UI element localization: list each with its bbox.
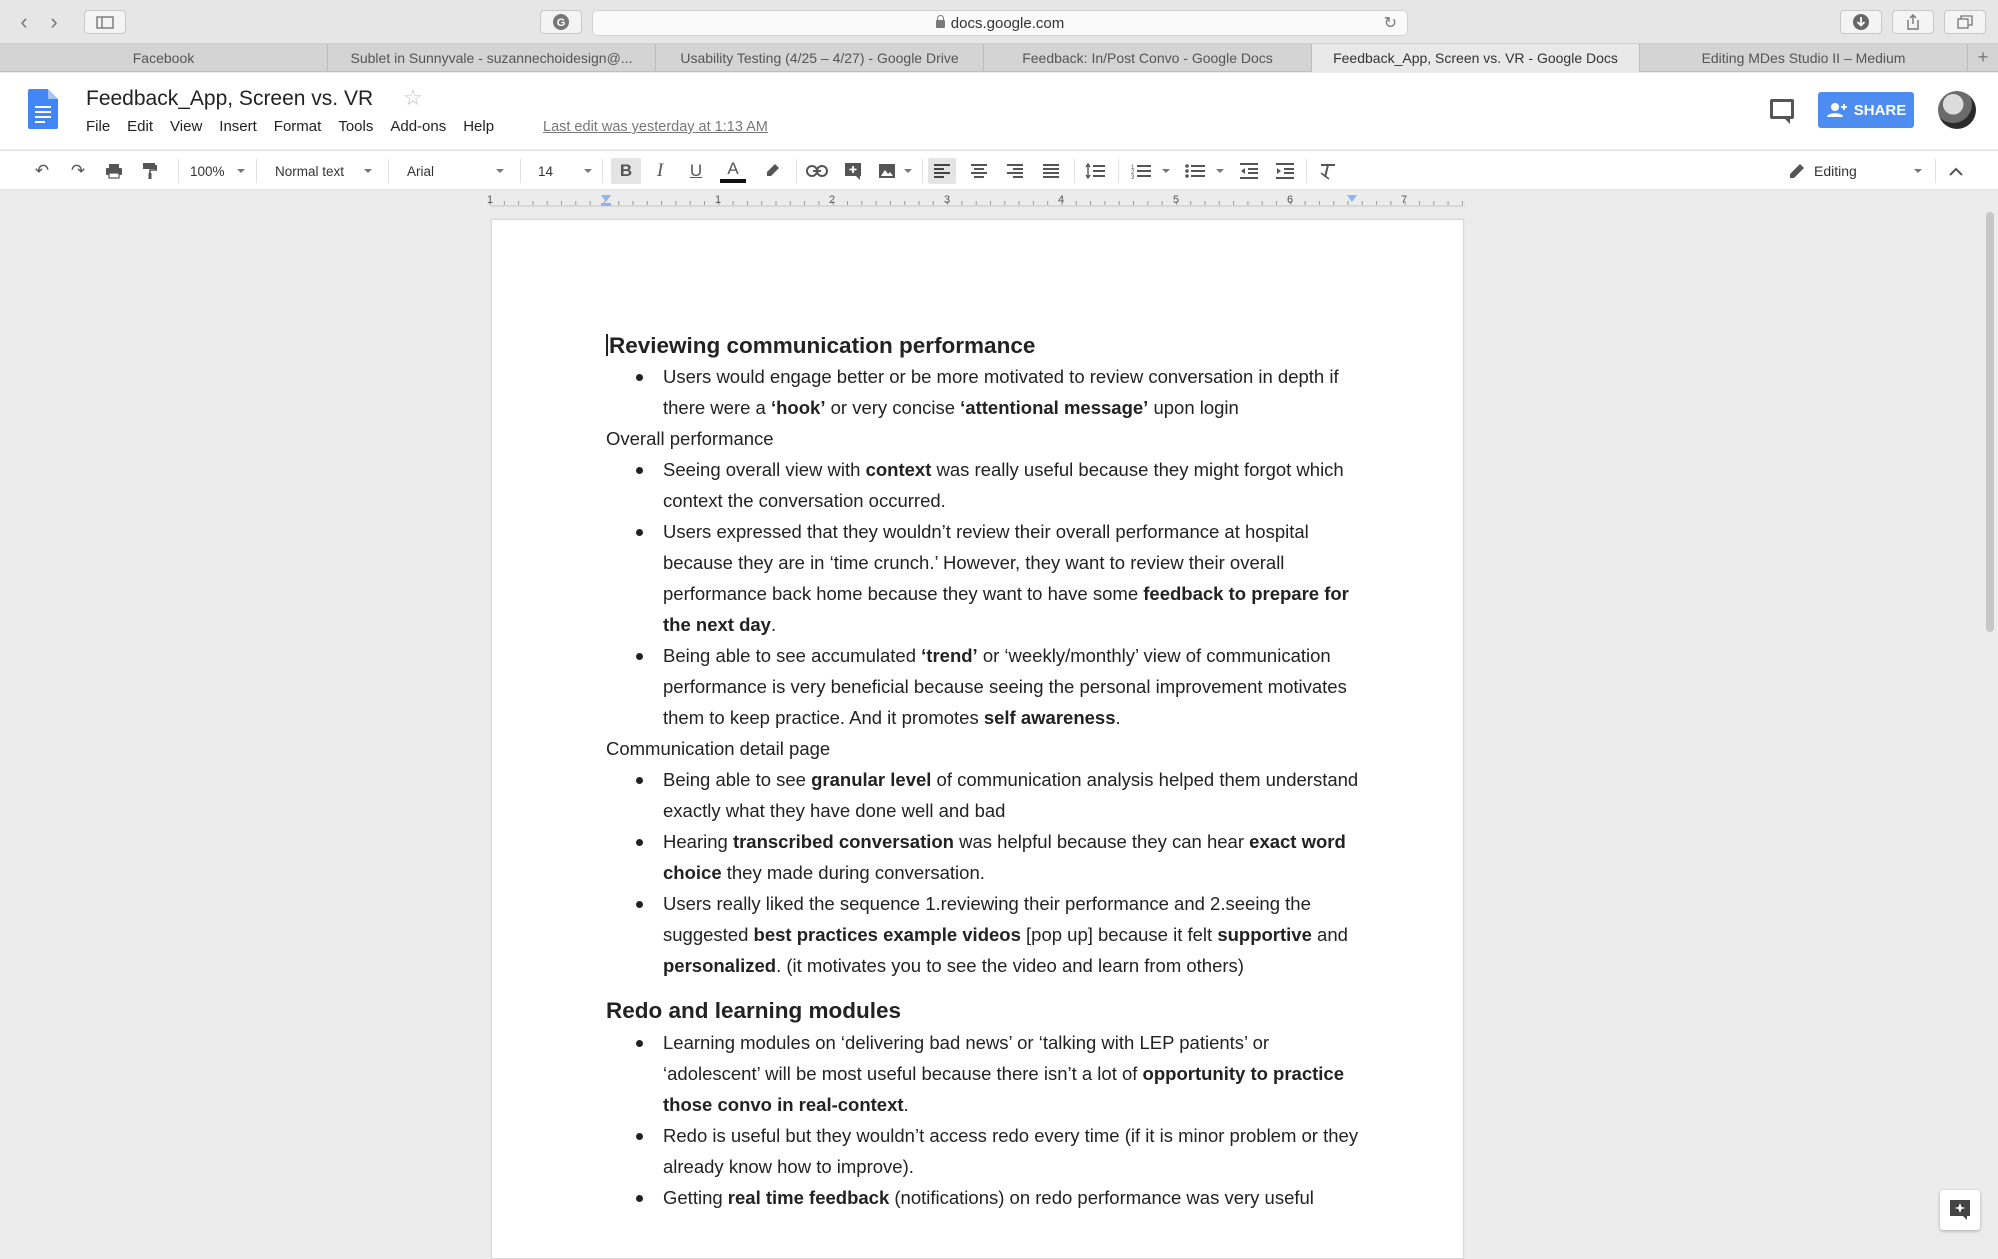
toolbar-divider [256, 159, 257, 183]
chevron-down-icon [237, 169, 245, 173]
section-heading: Reviewing communication performance [606, 330, 1366, 362]
bold-button[interactable]: B [611, 158, 641, 184]
redo-icon[interactable]: ↷ [70, 161, 86, 180]
downloads-icon[interactable] [1840, 10, 1882, 34]
zoom-select[interactable]: 100% [190, 163, 225, 179]
font-select[interactable]: Arial [407, 163, 435, 179]
document-title[interactable]: Feedback_App, Screen vs. VR [86, 87, 374, 110]
menu-help[interactable]: Help [463, 118, 495, 135]
toolbar-divider [602, 159, 603, 183]
font-size-select[interactable]: 14 [538, 163, 554, 179]
ruler[interactable] [486, 193, 1465, 207]
menu-edit[interactable]: Edit [127, 118, 154, 135]
new-tab-button[interactable]: + [1977, 47, 1989, 67]
first-line-indent-marker[interactable] [601, 203, 611, 206]
decrease-indent-icon[interactable] [1238, 158, 1260, 184]
menu-file[interactable]: File [86, 118, 111, 135]
left-indent-marker[interactable] [601, 195, 611, 202]
list-item: Getting real time feedback (notifications) on redo performance was very useful [606, 1182, 1366, 1213]
section-heading: Redo and learning modules [606, 998, 902, 1023]
numbered-list-icon[interactable] [1130, 158, 1152, 184]
explore-icon [1949, 1199, 1971, 1221]
share-label: SHARE [1853, 101, 1907, 119]
browser-toolbar [0, 0, 1998, 44]
align-right-icon[interactable] [1002, 158, 1028, 184]
list-item: Being able to see granular level of communication analysis helped them understand exactly what they have done well and bad [606, 764, 1366, 826]
bullet-list [606, 361, 1366, 423]
browser-tab-strip [0, 44, 1998, 72]
share-button[interactable] [1818, 92, 1914, 128]
tab-medium[interactable]: Editing MDes Studio II – Medium [1640, 44, 1968, 72]
tab-feedback-convo[interactable]: Feedback: In/Post Convo - Google Docs [984, 44, 1312, 72]
lock-icon [936, 20, 945, 28]
list-item: Users expressed that they wouldn’t review their overall performance at hospital because they are in ‘time crunch.’ However, they want to review their overall performance back home because they want to have some feedback to prepare for the next day. [606, 516, 1366, 640]
chevron-down-icon [1216, 169, 1224, 173]
increase-indent-icon[interactable] [1274, 158, 1296, 184]
ruler-number: 6 [1286, 194, 1294, 206]
paint-format-icon[interactable] [138, 158, 162, 184]
insert-image-icon[interactable] [876, 158, 898, 184]
ruler-ticks [490, 201, 1465, 206]
svg-text:G: G [556, 17, 566, 29]
tab-usability-testing[interactable]: Usability Testing (4/25 – 4/27) - Google Drive [656, 44, 984, 72]
pencil-icon [1786, 158, 1808, 184]
tab-feedback-app[interactable]: Feedback_App, Screen vs. VR - Google Docs [1312, 44, 1640, 72]
google-docs-logo-icon[interactable] [28, 89, 58, 129]
document-page[interactable] [491, 219, 1464, 1259]
list-item: Learning modules on ‘delivering bad news’ or ‘talking with LEP patients’ or ‘adolescent’ will be most useful because there isn’t a lot of opportunity to practice those convo in real-context. [606, 1027, 1366, 1120]
paragraph-style-select[interactable]: Normal text [275, 163, 345, 179]
comments-icon[interactable] [1770, 99, 1794, 119]
chevron-down-icon [904, 169, 912, 173]
ruler-number: 7 [1400, 194, 1408, 206]
highlight-icon[interactable] [760, 158, 784, 184]
ruler-number: 4 [1057, 194, 1065, 206]
svg-text:3: 3 [1131, 175, 1135, 181]
menu-add-ons[interactable]: Add-ons [390, 118, 447, 135]
toolbar-divider [1074, 159, 1075, 183]
clear-formatting-icon[interactable] [1316, 158, 1340, 184]
list-item: Hearing transcribed conversation was helpful because they can hear exact word choice they made during conversation. [606, 826, 1366, 888]
bullet-list [606, 454, 1366, 733]
chevron-down-icon [496, 169, 504, 173]
formatting-toolbar [0, 150, 1998, 190]
tab-overview-icon[interactable] [1944, 10, 1986, 34]
add-comment-icon[interactable] [842, 158, 864, 184]
sidebar-toggle-icon[interactable] [84, 10, 126, 34]
print-icon[interactable] [102, 158, 126, 184]
avatar[interactable] [1938, 91, 1976, 129]
subsection-label: Communication detail page [606, 738, 831, 759]
chevron-down-icon [364, 169, 372, 173]
last-edit-link[interactable]: Last edit was yesterday at 1:13 AM [543, 119, 768, 135]
bulleted-list-icon[interactable] [1184, 158, 1206, 184]
ruler-number: 1 [486, 194, 494, 206]
explore-button[interactable] [1940, 1190, 1980, 1230]
menu-format[interactable]: Format [273, 118, 322, 135]
toolbar-divider [178, 159, 179, 183]
menu-insert[interactable]: Insert [219, 118, 257, 135]
align-center-icon[interactable] [966, 158, 992, 184]
forward-icon[interactable]: › [50, 9, 58, 34]
bullet-list [606, 1027, 1366, 1213]
svg-text:1: 1 [1131, 165, 1135, 171]
menu-tools[interactable]: Tools [338, 118, 374, 135]
text-cursor [606, 334, 608, 356]
toolbar-divider [388, 159, 389, 183]
bullet-list [606, 764, 1366, 981]
tab-facebook[interactable]: Facebook [0, 44, 328, 72]
reload-icon[interactable]: ↻ [1383, 15, 1397, 32]
subsection-label: Overall performance [606, 428, 774, 449]
url-text: docs.google.com [950, 14, 1065, 32]
chevron-down-icon [584, 169, 592, 173]
toolbar-divider [1935, 159, 1936, 183]
toolbar-divider [922, 159, 923, 183]
collapse-menus-icon[interactable] [1944, 158, 1968, 184]
document-body[interactable] [606, 330, 1366, 1213]
undo-icon[interactable]: ↶ [34, 161, 50, 180]
italic-button[interactable]: I [656, 160, 664, 181]
vertical-scrollbar[interactable] [1986, 212, 1994, 632]
editing-mode-select[interactable]: Editing [1814, 163, 1857, 179]
toolbar-divider [1306, 159, 1307, 183]
list-item: Seeing overall view with context was really useful because they might forgot which context the conversation occurred. [606, 454, 1366, 516]
list-item: Redo is useful but they wouldn’t access redo every time (if it is minor problem or they already know how to improve). [606, 1120, 1366, 1182]
right-indent-marker[interactable] [1347, 195, 1357, 202]
menu-bar [86, 118, 511, 135]
address-bar[interactable] [592, 10, 1408, 36]
ruler-number: 3 [943, 194, 951, 206]
docs-header [0, 73, 1998, 149]
list-item: Being able to see accumulated ‘trend’ or ‘weekly/monthly’ view of communication performance is very beneficial because seeing the personal improvement motivates them to keep practice. And it promotes self awareness. [606, 640, 1366, 733]
toolbar-divider [796, 159, 797, 183]
list-item: Users really liked the sequence 1.reviewing their performance and 2.seeing the suggested best practices example videos [pop up] because it felt supportive and personalized. (it motivates you to see the video and learn from others) [606, 888, 1366, 981]
back-icon[interactable]: ‹ [20, 9, 28, 34]
share-page-icon[interactable] [1892, 10, 1934, 34]
toolbar-divider [1118, 159, 1119, 183]
line-spacing-icon[interactable] [1082, 158, 1108, 184]
link-icon[interactable] [804, 158, 830, 184]
justify-icon[interactable] [1038, 158, 1064, 184]
text-color-button[interactable]: A [720, 158, 746, 183]
ruler-number: 5 [1172, 194, 1180, 206]
ruler-number: 1 [714, 194, 722, 206]
align-left-icon[interactable] [928, 158, 956, 184]
chevron-down-icon [1914, 169, 1922, 173]
chevron-down-icon [1162, 169, 1170, 173]
svg-text:2: 2 [1131, 170, 1135, 176]
menu-view[interactable]: View [170, 118, 203, 135]
list-item: Users would engage better or be more motivated to review conversation in depth if there were a ‘hook’ or very concise ‘attentional message’ upon login [606, 361, 1366, 423]
star-icon[interactable]: ☆ [403, 85, 423, 110]
grammarly-extension-icon[interactable] [540, 10, 582, 34]
document-canvas [0, 210, 1998, 1248]
ruler-number: 2 [828, 194, 836, 206]
tab-sublet[interactable]: Sublet in Sunnyvale - suzannechoidesign@... [328, 44, 656, 72]
toolbar-divider [520, 159, 521, 183]
add-person-icon [1826, 102, 1848, 118]
underline-button[interactable]: U [689, 161, 703, 180]
